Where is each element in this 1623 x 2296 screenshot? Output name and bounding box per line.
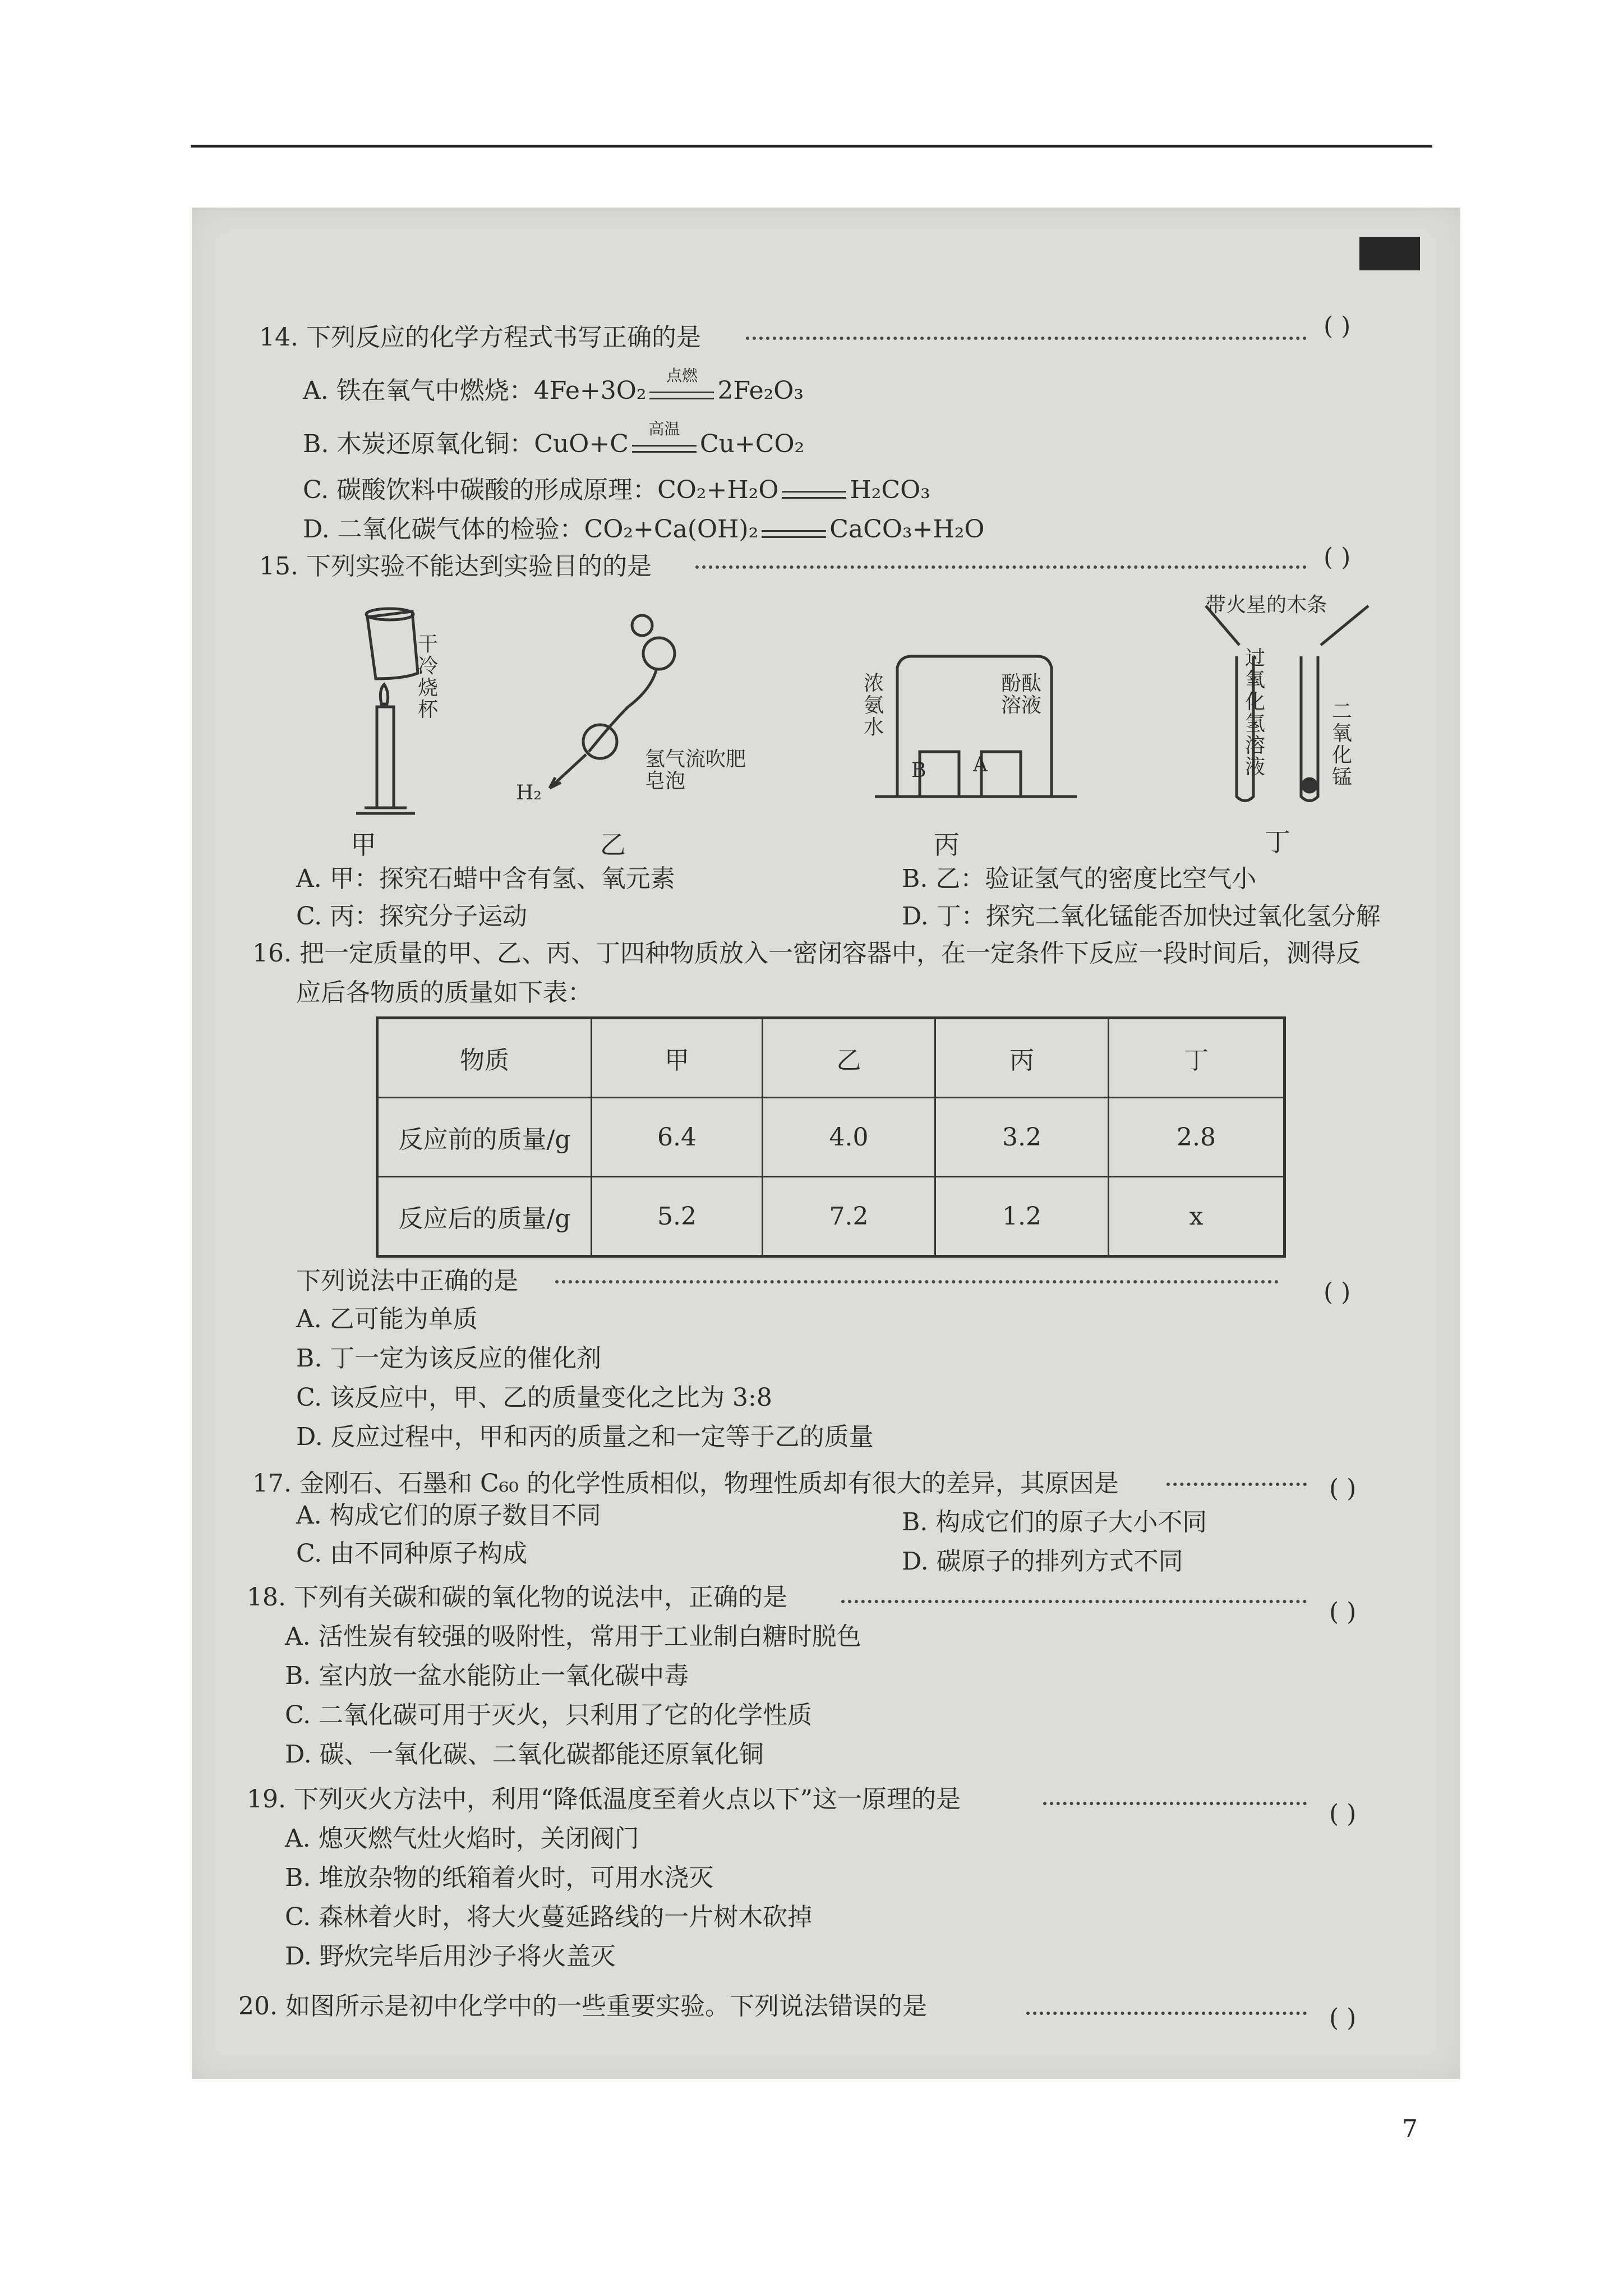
q19-option-c: C. 森林着火时，将大火蔓延路线的一片树木砍掉 xyxy=(285,1903,813,1931)
q19-option-d: D. 野炊完毕后用沙子将火盖灭 xyxy=(285,1942,616,1971)
q14-option-d xyxy=(303,517,984,542)
q17-dots xyxy=(1166,1483,1307,1486)
q18-option-c: C. 二氧化碳可用于灭火，只利用了它的化学性质 xyxy=(285,1701,813,1729)
q19-dots xyxy=(1043,1802,1307,1805)
q14-b-cond: 高温 xyxy=(648,419,680,438)
fig-ding-left-label: 过氧化氢溶液 xyxy=(1245,647,1266,779)
q14-answer-paren: ( ) xyxy=(1324,312,1351,341)
q16-option-c: C. 该反应中，甲、乙的质量变化之比为 3:8 xyxy=(296,1383,772,1412)
reaction-condition-arrow xyxy=(649,366,714,404)
q16-dots xyxy=(555,1280,1279,1283)
q14-c-product: H₂CO₃ xyxy=(850,476,930,504)
q14-d-product: CaCO₃+H₂O xyxy=(829,515,985,544)
q14-d-text: D. 二氧化碳气体的检验：CO₂+Ca(OH)₂ xyxy=(303,515,759,544)
q20-dots xyxy=(1026,2012,1307,2015)
mass-table xyxy=(376,1016,1286,1258)
fig-ding-right-label: 二氧化锰 xyxy=(1332,700,1353,789)
table-cell: 2.8 xyxy=(1109,1098,1285,1177)
table-cell: x xyxy=(1109,1177,1285,1257)
q18-answer-paren: ( ) xyxy=(1329,1598,1357,1626)
corner-tab xyxy=(1359,237,1420,270)
table-cell: 反应前的质量/g xyxy=(377,1098,592,1177)
q14-b-product: Cu+CO₂ xyxy=(699,430,805,458)
fig-jia-label: 干冷烧杯 xyxy=(418,633,439,721)
q17-option-b: B. 构成它们的原子大小不同 xyxy=(902,1508,1207,1536)
q18-stem: 18. 下列有关碳和碳的氧化物的说法中，正确的是 xyxy=(247,1583,787,1612)
q20-stem: 20. 如图所示是初中化学中的一些重要实验。下列说法错误的是 xyxy=(238,1992,927,2021)
q16-stem-line2: 应后各物质的质量如下表： xyxy=(296,978,592,1007)
q14-a-text: A. 铁在氧气中燃烧：4Fe+3O₂ xyxy=(303,376,647,405)
table-header-cell: 丙 xyxy=(935,1018,1109,1098)
q15-option-a: A. 甲：探究石蜡中含有氢、氧元素 xyxy=(296,864,675,893)
fig-bing-left-label: 浓氨水 xyxy=(864,672,884,739)
q16-stem-line1: 16. 把一定质量的甲、乙、丙、丁四种物质放入一密闭容器中，在一定条件下反应一段时间后，测得反 xyxy=(252,939,1361,968)
table-header-row xyxy=(377,1018,1285,1098)
reaction-condition-arrow xyxy=(632,419,697,457)
table-cell: 1.2 xyxy=(935,1177,1109,1257)
q18-dots xyxy=(841,1600,1307,1603)
q14-c-text: C. 碳酸饮料中碳酸的形成原理：CO₂+H₂O xyxy=(303,476,779,504)
q19-answer-paren: ( ) xyxy=(1329,1800,1357,1828)
table-cell: 反应后的质量/g xyxy=(377,1177,592,1257)
q14-option-a xyxy=(303,366,804,405)
fig-jia-apparatus xyxy=(356,609,418,813)
q16-sub-stem: 下列说法中正确的是 xyxy=(296,1267,518,1295)
q15-option-d: D. 丁：探究二氧化锰能否加快过氧化氢分解 xyxy=(902,902,1381,931)
table-header-cell: 乙 xyxy=(763,1018,935,1098)
fig-bing-beaker-a: A xyxy=(973,753,988,776)
table-row xyxy=(377,1177,1285,1257)
q14-option-c xyxy=(303,478,930,503)
q18-option-a: A. 活性炭有较强的吸附性，常用于工业制白糖时脱色 xyxy=(285,1622,861,1651)
fig-yi-gas: H₂ xyxy=(516,781,542,804)
fig-ding-top-label: 带火星的木条 xyxy=(1206,593,1327,616)
table-cell: 6.4 xyxy=(592,1098,763,1177)
fig-yi-label: 氢气流吹肥皂泡 xyxy=(645,748,746,793)
reaction-equals xyxy=(782,481,846,503)
q14-a-product: 2Fe₂O₃ xyxy=(717,376,804,405)
q14-dots xyxy=(746,337,1307,340)
q18-option-d: D. 碳、一氧化碳、二氧化碳都能还原氧化铜 xyxy=(285,1740,764,1769)
q15-answer-paren: ( ) xyxy=(1324,543,1351,572)
q15-option-c: C. 丙：探究分子运动 xyxy=(296,902,528,931)
fig-yi-caption: 乙 xyxy=(600,830,626,860)
q17-option-d: D. 碳原子的排列方式不同 xyxy=(902,1547,1183,1576)
page-number: 7 xyxy=(1402,2115,1418,2143)
q15-option-b: B. 乙：验证氢气的密度比空气小 xyxy=(902,864,1257,893)
fig-ding-caption: 丁 xyxy=(1265,827,1290,857)
fig-bing-right-label: 酚酞溶液 xyxy=(1001,672,1042,717)
q16-option-d: D. 反应过程中，甲和丙的质量之和一定等于乙的质量 xyxy=(296,1423,874,1451)
q16-option-b: B. 丁一定为该反应的催化剂 xyxy=(296,1344,602,1373)
table-header-cell: 甲 xyxy=(592,1018,763,1098)
q19-option-b: B. 堆放杂物的纸箱着火时，可用水浇灭 xyxy=(285,1864,714,1892)
q15-stem: 15. 下列实验不能达到实验目的的是 xyxy=(259,552,652,581)
fig-jia-caption: 甲 xyxy=(351,830,376,860)
table-cell: 4.0 xyxy=(763,1098,935,1177)
fig-bing-caption: 丙 xyxy=(934,830,960,860)
q16-answer-paren: ( ) xyxy=(1324,1278,1351,1306)
table-cell: 7.2 xyxy=(763,1177,935,1257)
q20-answer-paren: ( ) xyxy=(1329,2004,1357,2032)
q14-a-cond: 点燃 xyxy=(666,366,698,385)
table-cell: 5.2 xyxy=(592,1177,763,1257)
q16-option-a: A. 乙可能为单质 xyxy=(296,1305,478,1333)
q17-option-a: A. 构成它们的原子数目不同 xyxy=(296,1501,601,1530)
table-header-cell: 物质 xyxy=(377,1018,592,1098)
q17-answer-paren: ( ) xyxy=(1329,1474,1357,1503)
fig-bing-beaker-b: B xyxy=(911,759,926,782)
q15-dots xyxy=(695,565,1307,569)
q17-option-c: C. 由不同种原子构成 xyxy=(296,1539,528,1568)
reaction-equals xyxy=(762,520,826,542)
q18-option-b: B. 室内放一盆水能防止一氧化碳中毒 xyxy=(285,1662,689,1690)
q19-option-a: A. 熄灭燃气灶火焰时，关闭阀门 xyxy=(285,1824,639,1853)
q17-stem: 17. 金刚石、石墨和 C₆₀ 的化学性质相似，物理性质却有很大的差异，其原因是 xyxy=(252,1469,1119,1498)
q14-b-text: B. 木炭还原氧化铜：CuO+C xyxy=(303,430,629,458)
q14-option-b xyxy=(303,419,805,458)
header-rule xyxy=(191,145,1432,148)
table-row xyxy=(377,1098,1285,1177)
q14-stem: 14. 下列反应的化学方程式书写正确的是 xyxy=(259,323,701,352)
q19-stem: 19. 下列灭火方法中，利用“降低温度至着火点以下”这一原理的是 xyxy=(247,1785,961,1814)
table-cell: 3.2 xyxy=(935,1098,1109,1177)
table-header-cell: 丁 xyxy=(1109,1018,1285,1098)
